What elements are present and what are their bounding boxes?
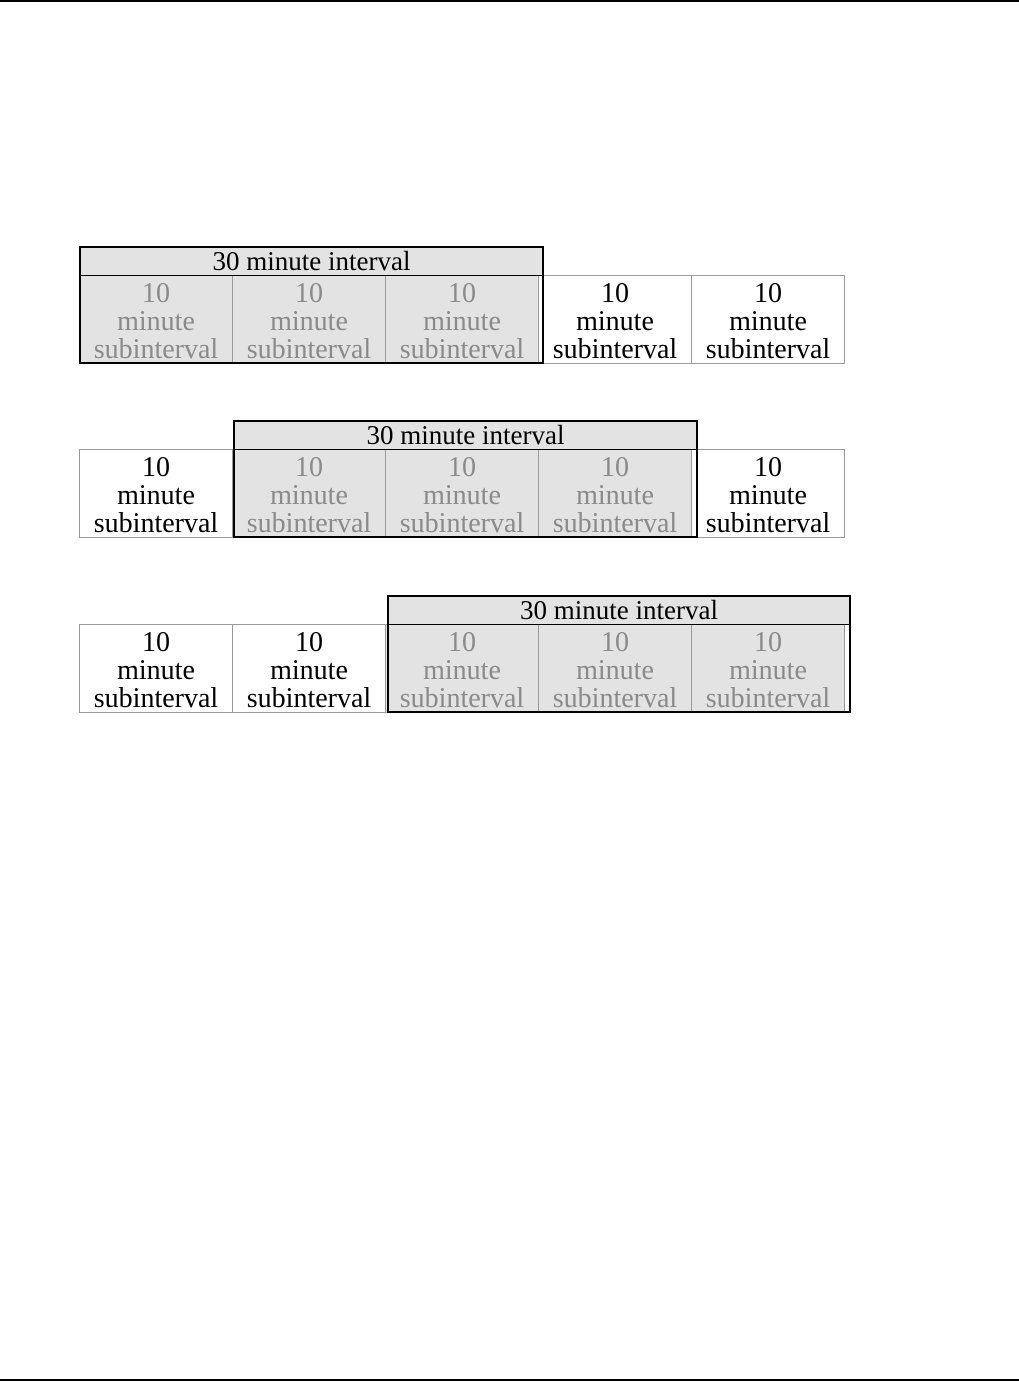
subinterval-cell bbox=[385, 449, 539, 538]
cell-label: subinterval bbox=[246, 334, 372, 364]
interval-label: 30 minute interval bbox=[235, 422, 696, 450]
sliding-window-diagram-3 bbox=[79, 595, 851, 713]
subinterval-row bbox=[79, 449, 849, 538]
cell-label: subinterval bbox=[552, 334, 678, 364]
cell-label: subinterval bbox=[705, 508, 831, 538]
subinterval-cell bbox=[691, 449, 845, 538]
cell-label: subinterval bbox=[552, 508, 678, 538]
cell-label: subinterval bbox=[399, 508, 525, 538]
cell-number: 10 bbox=[601, 627, 629, 658]
cell-number: 10 bbox=[142, 278, 170, 309]
cell-unit: minute bbox=[576, 306, 654, 337]
subinterval-cell bbox=[385, 275, 539, 364]
subinterval-cell bbox=[538, 624, 692, 713]
subinterval-cell bbox=[691, 624, 845, 713]
subinterval-row bbox=[79, 275, 849, 364]
subinterval-cell bbox=[691, 275, 845, 364]
cell-label: subinterval bbox=[246, 683, 372, 713]
cell-unit: minute bbox=[729, 655, 807, 686]
subinterval-cell bbox=[232, 624, 386, 713]
top-rule bbox=[0, 0, 1019, 2]
sliding-window-diagram-1 bbox=[79, 246, 851, 364]
subinterval-cell bbox=[79, 275, 233, 364]
subinterval-cell bbox=[538, 275, 692, 364]
cell-unit: minute bbox=[117, 655, 195, 686]
cell-unit: minute bbox=[117, 306, 195, 337]
cell-number: 10 bbox=[448, 278, 476, 309]
cell-label: subinterval bbox=[93, 334, 219, 364]
cell-unit: minute bbox=[576, 480, 654, 511]
cell-number: 10 bbox=[754, 278, 782, 309]
cell-unit: minute bbox=[729, 480, 807, 511]
cell-unit: minute bbox=[729, 306, 807, 337]
sliding-window-diagram-2 bbox=[79, 420, 851, 538]
cell-unit: minute bbox=[117, 480, 195, 511]
cell-unit: minute bbox=[270, 306, 348, 337]
subinterval-cell bbox=[79, 449, 233, 538]
subinterval-cell bbox=[385, 624, 539, 713]
bottom-rule bbox=[0, 1379, 1019, 1381]
cell-label: subinterval bbox=[705, 683, 831, 713]
cell-number: 10 bbox=[142, 627, 170, 658]
cell-number: 10 bbox=[295, 278, 323, 309]
cell-label: subinterval bbox=[552, 683, 678, 713]
cell-unit: minute bbox=[270, 655, 348, 686]
cell-unit: minute bbox=[423, 655, 501, 686]
cell-label: subinterval bbox=[399, 683, 525, 713]
cell-unit: minute bbox=[423, 306, 501, 337]
cell-unit: minute bbox=[423, 480, 501, 511]
cell-label: subinterval bbox=[705, 334, 831, 364]
cell-number: 10 bbox=[448, 627, 476, 658]
cell-number: 10 bbox=[754, 452, 782, 483]
cell-number: 10 bbox=[295, 627, 323, 658]
subinterval-cell bbox=[79, 624, 233, 713]
cell-number: 10 bbox=[754, 627, 782, 658]
interval-label: 30 minute interval bbox=[389, 597, 849, 625]
cell-number: 10 bbox=[142, 452, 170, 483]
cell-unit: minute bbox=[270, 480, 348, 511]
cell-label: subinterval bbox=[93, 508, 219, 538]
cell-number: 10 bbox=[601, 278, 629, 309]
cell-number: 10 bbox=[295, 452, 323, 483]
subinterval-cell bbox=[538, 449, 692, 538]
cell-number: 10 bbox=[601, 452, 629, 483]
cell-number: 10 bbox=[448, 452, 476, 483]
cell-label: subinterval bbox=[399, 334, 525, 364]
cell-label: subinterval bbox=[93, 683, 219, 713]
subinterval-row bbox=[79, 624, 849, 713]
subinterval-cell bbox=[232, 275, 386, 364]
cell-label: subinterval bbox=[246, 508, 372, 538]
cell-unit: minute bbox=[576, 655, 654, 686]
subinterval-cell bbox=[232, 449, 386, 538]
interval-label: 30 minute interval bbox=[81, 248, 542, 276]
